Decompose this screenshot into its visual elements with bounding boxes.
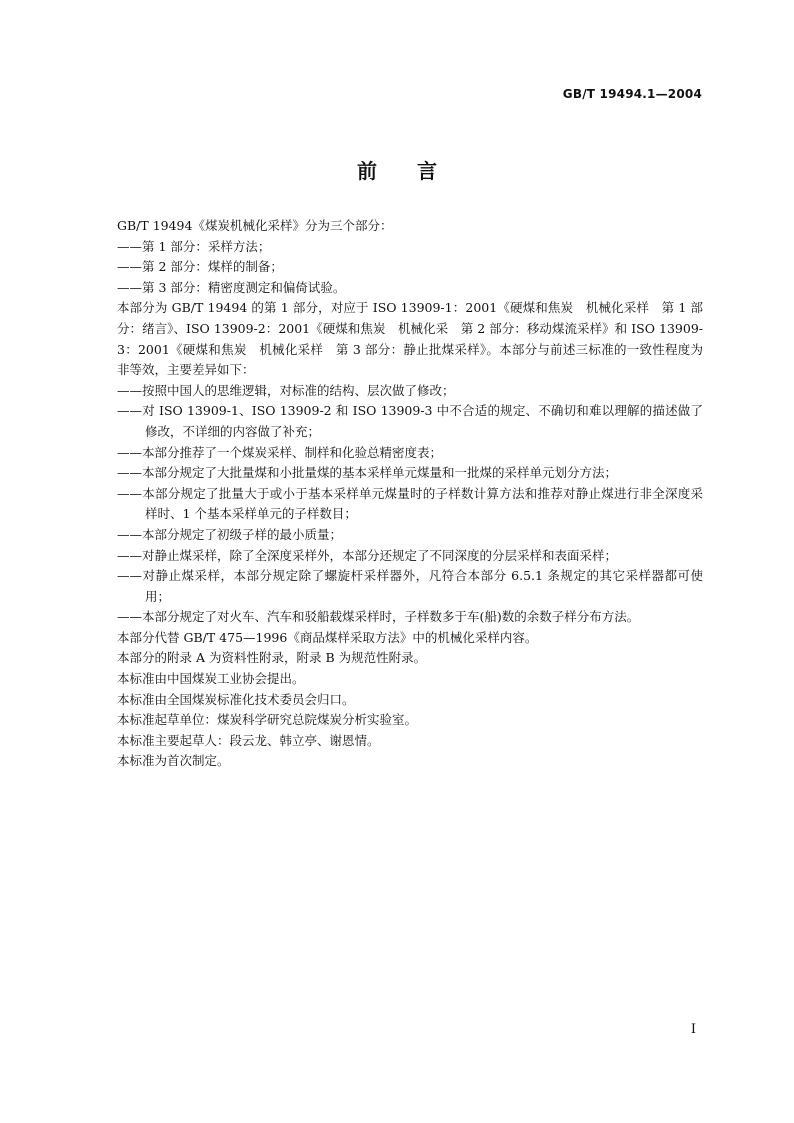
paragraph-correspondence: 本部分为 GB/T 19494 的第 1 部分，对应于 ISO 13909-1：2001《硬煤和焦炭 机械化采样 第 1 部分：绪言》、ISO 13909-2：2001《硬煤和焦炭 机械化采 第 2 部分：移动煤流采样》和 ISO 13909-3：2001《硬煤和焦炭 机械化采样 第 3 部分：静止批煤采样》。本部分与前述三标准的一致性程度为非等效，主要差异如下： (117, 300, 703, 378)
paragraph-parts-intro: GB/T 19494《煤炭机械化采样》分为三个部分： (117, 218, 393, 233)
list-item-difference: ——本部分规定了初级子样的最小质量； (117, 526, 343, 542)
list-item-difference: ——本部分规定了对火车、汽车和驳船载煤采样时，子样数多于车(船)数的余数子样分布方法。 (117, 609, 640, 625)
list-item-part-3: ——第 3 部分：精密度测定和偏倚试验。 (117, 279, 346, 295)
paragraph-proposed-by: 本标准由中国煤炭工业协会提出。 (117, 671, 305, 687)
list-item-difference: ——本部分规定了大批量煤和小批量煤的基本采样单元煤量和一批煤的采样单元划分方法； (117, 465, 618, 481)
list-item-part-1: ——第 1 部分：采样方法； (117, 238, 271, 254)
page-number: I (690, 1022, 696, 1037)
paragraph-administered-by: 本标准由全国煤炭标准化技术委员会归口。 (117, 691, 355, 707)
paragraph-first-edition: 本标准为首次制定。 (117, 753, 230, 769)
paragraph-drafters: 本标准主要起草人：段云龙、韩立亭、谢恩情。 (117, 732, 380, 748)
standard-number: GB/T 19494.1—2004 (562, 87, 702, 101)
document-body (117, 216, 703, 772)
list-item-difference: ——对静止煤采样，除了全深度采样外，本部分还规定了不同深度的分层采样和表面采样； (117, 547, 618, 563)
list-item-difference: ——本部分规定了批量大于或小于基本采样单元煤量时的子样数计算方法和推荐对静止煤进行非全深度采样时、1 个基本采样单元的子样数目； (117, 485, 703, 522)
paragraph-annex: 本部分的附录 A 为资料性附录，附录 B 为规范性附录。 (117, 650, 427, 666)
paragraph-replacement: 本部分代替 GB/T 475—1996《商品煤样采取方法》中的机械化采样内容。 (117, 629, 538, 645)
list-item-difference: ——按照中国人的思维逻辑，对标准的结构、层次做了修改； (117, 382, 455, 398)
list-item-difference: ——本部分推荐了一个煤炭采样、制样和化验总精密度表； (117, 444, 443, 460)
paragraph-drafting-org: 本标准起草单位：煤炭科学研究总院煤炭分析实验室。 (117, 712, 418, 728)
list-item-part-2: ——第 2 部分：煤样的制备； (117, 259, 283, 275)
page-title: 前言 (357, 159, 477, 183)
list-item-difference: ——对静止煤采样，本部分规定除了螺旋杆采样器外，凡符合本部分 6.5.1 条规定的其它采样器都可使用； (117, 568, 703, 604)
list-item-difference: ——对 ISO 13909-1、ISO 13909-2 和 ISO 13909-3 中不合适的规定、不确切和难以理解的描述做了修改，不详细的内容做了补充； (117, 403, 703, 439)
